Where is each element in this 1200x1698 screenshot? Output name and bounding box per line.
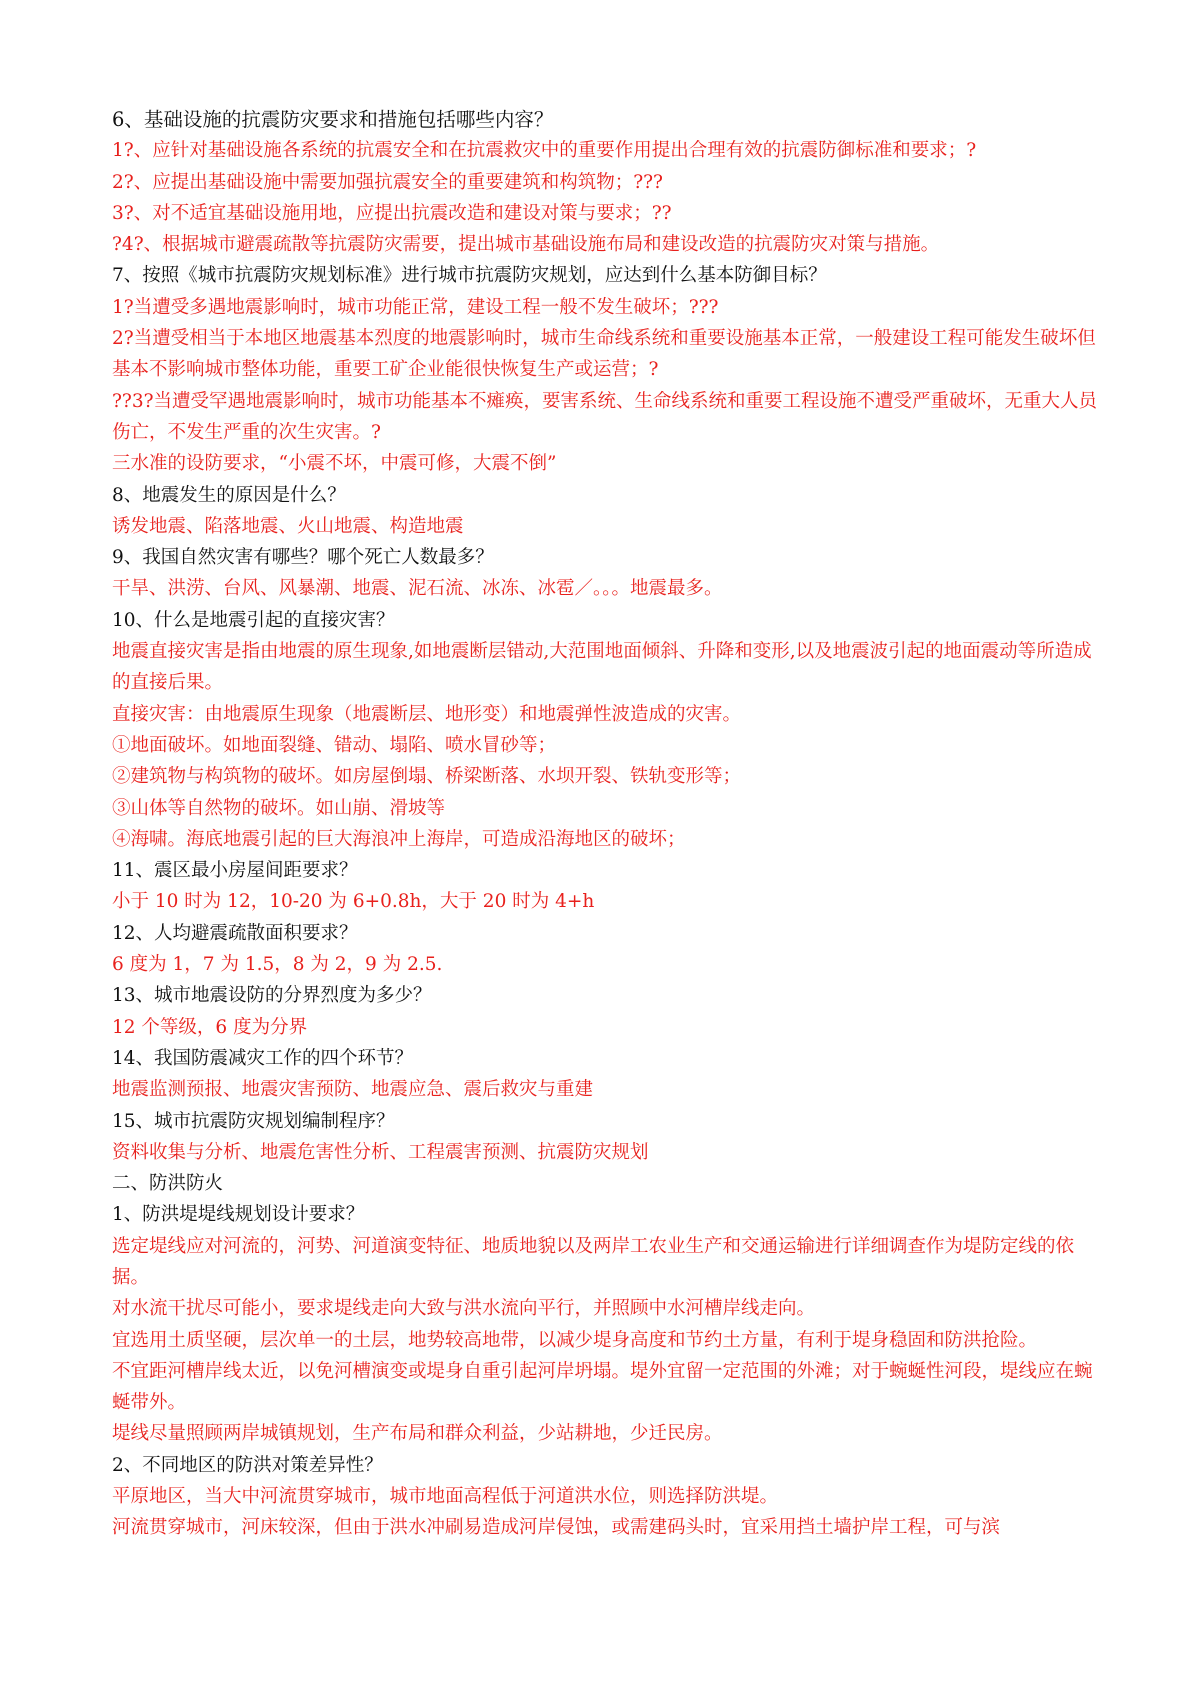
question-line: 15、城市抗震防灾规划编制程序？	[112, 1110, 395, 1132]
question-line: 13、城市地震设防的分界烈度为多少？	[112, 985, 432, 1007]
answer-line: 2?当遭受相当于本地区地震基本烈度的地震影响时，城市生命线系统和重要设施基本正常，一般建设工程可能发生破坏但基本不影响城市整体功能，重要工矿企业能很快恢复生产或运营；?	[112, 328, 1096, 381]
answer-line: 地震直接灾害是指由地震的原生现象,如地震断层错动,大范围地面倾斜、升降和变形,以及地震波引起的地面震动等所造成的直接后果。	[112, 641, 1092, 694]
answer-line: 1?当遭受多遇地震影响时，城市功能正常，建设工程一般不发生破坏；???	[112, 296, 719, 318]
answer-line: 地震监测预报、地震灾害预防、地震应急、震后救灾与重建	[112, 1079, 594, 1101]
document-page	[112, 104, 1102, 1544]
answer-line: ①地面破坏。如地面裂缝、错动、塌陷、喷水冒砂等；	[112, 734, 557, 756]
answer-line: ④海啸。海底地震引起的巨大海浪冲上海岸，可造成沿海地区的破坏；	[112, 828, 686, 850]
answer-line: 对水流干扰尽可能小，要求堤线走向大致与洪水流向平行，并照顾中水河槽岸线走向。	[112, 1298, 816, 1320]
answer-line: 诱发地震、陷落地震、火山地震、构造地震	[112, 515, 464, 537]
answer-line: 小于 10 时为 12，10-20 为 6+0.8h，大于 20 时为 4+h	[112, 891, 595, 913]
question-line: 1、防洪堤堤线规划设计要求？	[112, 1204, 365, 1226]
question-line: 10、什么是地震引起的直接灾害？	[112, 609, 395, 631]
answer-line: ??3?当遭受罕遇地震影响时，城市功能基本不瘫痪，要害系统、生命线系统和重要工程设施不遭受严重破坏，无重大人员伤亡，不发生严重的次生灾害。?	[112, 390, 1098, 443]
answer-line: 不宜距河槽岸线太近，以免河槽演变或堤身自重引起河岸坍塌。堤外宜留一定范围的外滩；对于蜿蜒性河段，堤线应在蜿蜒带外。	[112, 1360, 1093, 1414]
answer-line: 2?、应提出基础设施中需要加强抗震安全的重要建筑和构筑物；???	[112, 171, 663, 193]
answer-line: 直接灾害：由地震原生现象（地震断层、地形变）和地震弹性波造成的灾害。	[112, 703, 742, 725]
answer-line: 资料收集与分析、地震危害性分析、工程震害预测、抗震防灾规划	[112, 1141, 649, 1163]
answer-line: 选定堤线应对河流的，河势、河道演变特征、地质地貌以及两岸工农业生产和交通运输进行详细调查作为堤防定线的依据。	[112, 1235, 1075, 1288]
question-line: 14、我国防震减灾工作的四个环节？	[112, 1047, 414, 1069]
question-line: 11、震区最小房屋间距要求？	[112, 860, 358, 882]
question-line: 8、地震发生的原因是什么？	[112, 484, 346, 506]
question-line: 12、人均避震疏散面积要求？	[112, 922, 358, 944]
answer-line: 12 个等级，6 度为分界	[112, 1016, 308, 1038]
answer-line: 河流贯穿城市，河床较深，但由于洪水冲刷易造成河岸侵蚀，或需建码头时，宜采用挡土墙护岸工程，可与滨	[112, 1517, 1001, 1539]
question-line: 9、我国自然灾害有哪些？哪个死亡人数最多？	[112, 547, 494, 569]
answer-line: 干旱、洪涝、台风、风暴潮、地震、泥石流、冰冻、冰雹／。。。地震最多。	[112, 578, 723, 600]
answer-line: ?4?、根据城市避震疏散等抗震防灾需要，提出城市基础设施布局和建设改造的抗震防灾对策与措施。	[112, 234, 940, 256]
answer-line: 3?、对不适宜基础设施用地，应提出抗震改造和建设对策与要求；??	[112, 202, 672, 224]
answer-line: ③山体等自然物的破坏。如山崩、滑坡等	[112, 797, 446, 819]
answer-line: ②建筑物与构筑物的破坏。如房屋倒塌、桥梁断落、水坝开裂、铁轨变形等；	[112, 766, 742, 788]
answer-line: 宜选用土质坚硬，层次单一的土层，地势较高地带，以减少堤身高度和节约土方量，有利于堤身稳固和防洪抢险。	[112, 1329, 1038, 1351]
question-line: 2、不同地区的防洪对策差异性？	[112, 1454, 383, 1476]
question-line: 6、基础设施的抗震防灾要求和措施包括哪些内容？	[112, 108, 554, 131]
answer-line: 堤线尽量照顾两岸城镇规划，生产布局和群众利益，少站耕地，少迁民房。	[112, 1423, 723, 1445]
question-line: 7、按照《城市抗震防灾规划标准》进行城市抗震防灾规划，应达到什么基本防御目标？	[112, 265, 827, 287]
answer-line: 6 度为 1，7 为 1.5，8 为 2，9 为 2.5.	[112, 954, 443, 976]
answer-line: 三水准的设防要求，“小震不坏，中震可修，大震不倒”	[112, 453, 557, 475]
question-line: 二、防洪防火	[112, 1173, 224, 1195]
answer-line: 平原地区，当大中河流贯穿城市，城市地面高程低于河道洪水位，则选择防洪堤。	[112, 1486, 779, 1508]
answer-line: 1?、应针对基础设施各系统的抗震安全和在抗震救灾中的重要作用提出合理有效的抗震防御标准和要求；?	[112, 140, 977, 162]
